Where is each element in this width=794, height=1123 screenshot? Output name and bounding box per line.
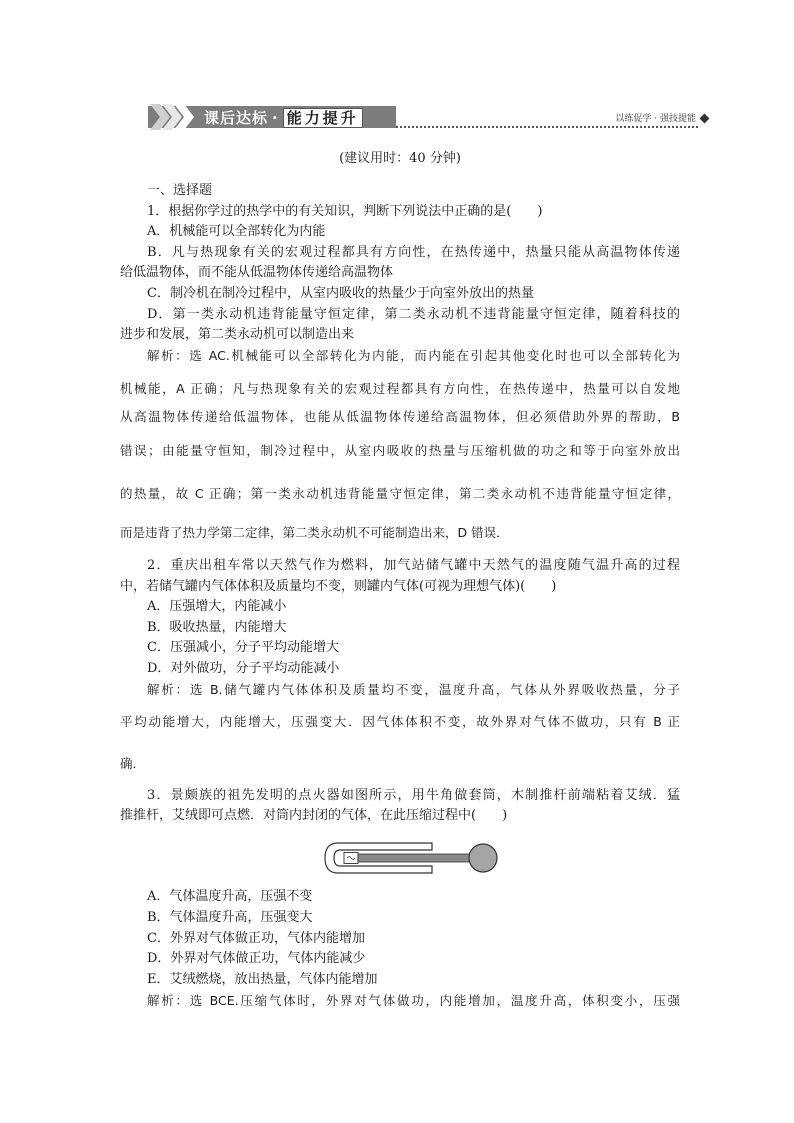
q1-analysis-line6: 而是违背了热力学第二定律，第二类永动机不可能制造出来，D 错误． [120, 525, 509, 540]
chevron-arrows-icon [150, 104, 202, 130]
q2-analysis-line2: 平均动能增大，内能增大，压强变大．因气体体积不变，故外界对气体不做功，只有 B 正 [120, 714, 680, 729]
q2-option-c: C．压强减小，分子平均动能增大 [147, 640, 339, 655]
q1-option-d: D．第一类永动机违背能量守恒定律，第二类永动机不违背能量守恒定律，随着科技的 [147, 307, 680, 322]
q1-option-d-cont: 进步和发展，第二类永动机可以制造出来 [120, 327, 355, 342]
header-dotted-rule [396, 126, 698, 128]
q1-analysis-line4: 错误；由能量守恒知，制冷过程中，从室内吸收的热量与压缩机做的功之和等于向室外放出 [120, 443, 680, 458]
q3-option-c: C．外界对气体做正功，气体内能增加 [147, 931, 365, 946]
header-dot: · [272, 109, 279, 127]
q1-analysis-line3: 从高温物体传递给低温物体，也能从低温物体传递给高温物体，但必须借助外界的帮助，B [120, 409, 680, 424]
q3-option-b: B．气体温度升高，压强变大 [147, 910, 313, 925]
q3-option-e: E．艾绒燃烧，放出热量，气体内能增加 [147, 972, 378, 987]
q1-analysis: 解析：选 AC.机械能可以全部转化为内能，而内能在引起其他变化时也可以全部转化为 [147, 348, 680, 363]
q2-option-b: B．吸收热量，内能增大 [147, 620, 287, 635]
push-rod [358, 854, 471, 862]
header-boxed-label: 能力提升 [283, 108, 363, 128]
q1-option-a: A．机械能可以全部转化为内能 [147, 224, 326, 239]
q3-option-d: D．外界对气体做正功，气体内能减少 [147, 951, 366, 966]
q1-option-b-cont: 给低温物体，而不能从低温物体传递给高温物体 [120, 265, 394, 280]
q1-option-c: C．制冷机在制冷过程中，从室内吸收的热量少于向室外放出的热量 [147, 286, 534, 301]
q1-analysis-line5: 的热量，故 C 正确；第一类永动机违背能量守恒定律，第二类永动机不违背能量守恒定律， [120, 486, 680, 501]
section-title: 一、选择题 [147, 183, 213, 198]
q2-analysis-line3: 确． [120, 756, 146, 771]
q1-option-b: B．凡与热现象有关的宏观过程都具有方向性，在热传递中，热量只能从高温物体传递 [147, 245, 680, 260]
diamond-icon [700, 114, 710, 124]
q2-analysis: 解析：选 B.储气罐内气体体积及质量均不变，温度升高，气体从外界吸收热量，分子 [147, 682, 680, 697]
q2-stem: 2．重庆出租车常以天然气作为燃料，加气站储气罐中天然气的温度随气温升高的过程 [147, 558, 680, 573]
q3-option-a: A．气体温度升高，压强不变 [147, 889, 313, 904]
fire-piston-figure [322, 840, 500, 876]
header-right-text: 以练促学 · 强技提能 [615, 114, 696, 124]
q2-option-d: D．对外做功，分子平均动能减小 [147, 661, 340, 676]
q1-analysis-line2: 机械能，A 正确；凡与热现象有关的宏观过程都具有方向性，在热传递中，热量可以自发地 [120, 381, 680, 396]
section-header [148, 104, 708, 130]
q1-stem: 1．根据你学过的热学中的有关知识，判断下列说法中正确的是( ) [147, 204, 543, 219]
header-section-label: 课后达标 [204, 109, 269, 127]
q3-stem-cont: 推推杆，艾绒即可点燃．对筒内封闭的气体，在此压缩过程中( ) [120, 808, 508, 823]
q2-stem-cont: 中，若储气罐内气体体积及质量均不变，则罐内气体(可视为理想气体)( ) [120, 579, 557, 594]
q3-analysis: 解析：选 BCE.压缩气体时，外界对气体做功，内能增加，温度升高，体积变小，压强 [147, 993, 680, 1008]
q3-stem: 3．景颇族的祖先发明的点火器如图所示，用牛角做套筒，木制推杆前端粘着艾绒．猛 [147, 788, 680, 803]
header-title [204, 107, 363, 128]
q2-option-a: A．压强增大，内能减小 [147, 599, 287, 614]
time-note: (建议用时：40 分钟) [339, 151, 461, 166]
rod-knob [469, 844, 497, 872]
